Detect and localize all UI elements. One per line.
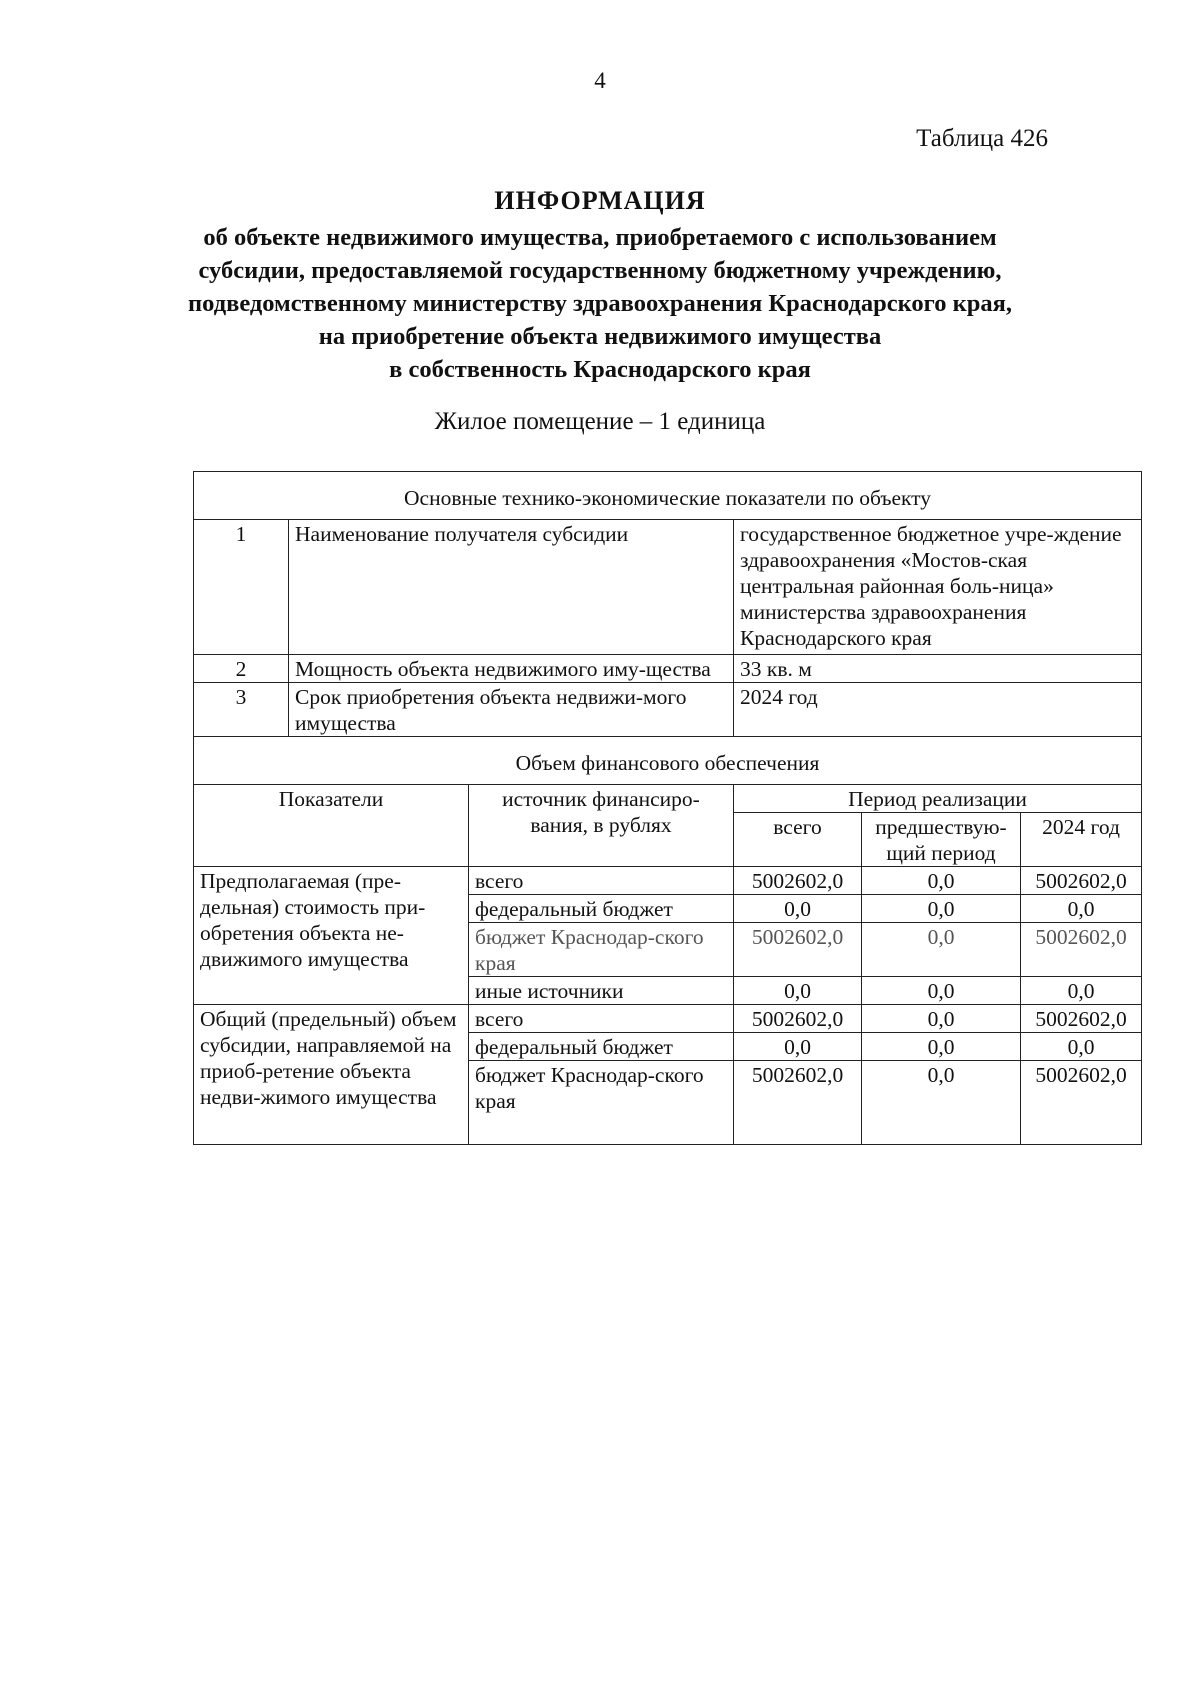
subtitle-line: в собственность Краснодарского края [389,356,811,383]
total-cell: 5002602,0 [734,923,862,977]
source-cell: всего [469,867,734,895]
table-row [194,655,1142,683]
total-cell: 5002602,0 [734,1005,862,1033]
year-cell: 0,0 [1021,895,1142,923]
row-value: 2024 год [734,683,1142,737]
row-number: 3 [194,683,289,737]
source-cell: иные источники [469,977,734,1005]
section-title: Объем финансового обеспечения [194,737,1142,785]
subtitle-line: подведомственному министерству здравоохранения Краснодарского края, [188,290,1012,317]
document-subtitle [150,221,1050,386]
previous-cell: 0,0 [862,1061,1021,1145]
total-cell: 0,0 [734,977,862,1005]
object-name: Жилое помещение – 1 единица [434,408,766,435]
document-title: ИНФОРМАЦИЯ [494,186,706,215]
row-number: 1 [194,520,289,655]
total-cell: 0,0 [734,1033,862,1061]
group-label: Общий (предельный) объем субсидии, направляемой на приоб-ретение объекта недви-жимого имущества [194,1005,469,1145]
info-table [193,471,1142,1145]
row-value: 33 кв. м [734,655,1142,683]
previous-cell: 0,0 [862,977,1021,1005]
section-header-row [194,737,1142,785]
header-previous: предшествую-щий период [862,813,1021,867]
group-label: Предполагаемая (пре-дельная) стоимость при-обретения объекта не-движимого имущества [194,867,469,1005]
total-cell: 5002602,0 [734,867,862,895]
source-cell: бюджет Краснодар-ского края [469,923,734,977]
subtitle-line: на приобретение объекта недвижимого имущества [318,323,882,350]
table-row [194,867,1142,895]
year-cell: 5002602,0 [1021,923,1142,977]
table-number: Таблица 426 [916,125,1048,152]
header-period: Период реализации [734,785,1142,813]
header-row [194,785,1142,813]
row-label: Наименование получателя субсидии [289,520,734,655]
header-source: источник финансиро-вания, в рублях [469,785,734,867]
row-label: Мощность объекта недвижимого иму-щества [289,655,734,683]
subtitle-line: об объекте недвижимого имущества, приобретаемого с использованием [203,224,997,251]
total-cell: 0,0 [734,895,862,923]
header-year: 2024 год [1021,813,1142,867]
row-value: государственное бюджетное учре-ждение здравоохранения «Мостов-ская центральная районная боль-ница» министерства здравоохранения Краснодарского края [734,520,1142,655]
total-cell: 5002602,0 [734,1061,862,1145]
year-cell: 0,0 [1021,1033,1142,1061]
table-row [194,520,1142,655]
section-title: Основные технико-экономические показатели по объекту [194,472,1142,520]
source-cell: всего [469,1005,734,1033]
previous-cell: 0,0 [862,923,1021,977]
previous-cell: 0,0 [862,895,1021,923]
page-number: 4 [594,68,606,93]
previous-cell: 0,0 [862,1005,1021,1033]
header-indicators: Показатели [194,785,469,867]
row-number: 2 [194,655,289,683]
year-cell: 0,0 [1021,977,1142,1005]
subtitle-line: субсидии, предоставляемой государственному бюджетному учреждению, [198,257,1002,284]
row-label: Срок приобретения объекта недвижи-мого имущества [289,683,734,737]
table-row [194,1005,1142,1033]
year-cell: 5002602,0 [1021,1005,1142,1033]
year-cell: 5002602,0 [1021,1061,1142,1145]
source-cell: федеральный бюджет [469,895,734,923]
header-total: всего [734,813,862,867]
section-header-row [194,472,1142,520]
previous-cell: 0,0 [862,1033,1021,1061]
year-cell: 5002602,0 [1021,867,1142,895]
table-row [194,683,1142,737]
source-cell: федеральный бюджет [469,1033,734,1061]
source-cell: бюджет Краснодар-ского края [469,1061,734,1145]
previous-cell: 0,0 [862,867,1021,895]
